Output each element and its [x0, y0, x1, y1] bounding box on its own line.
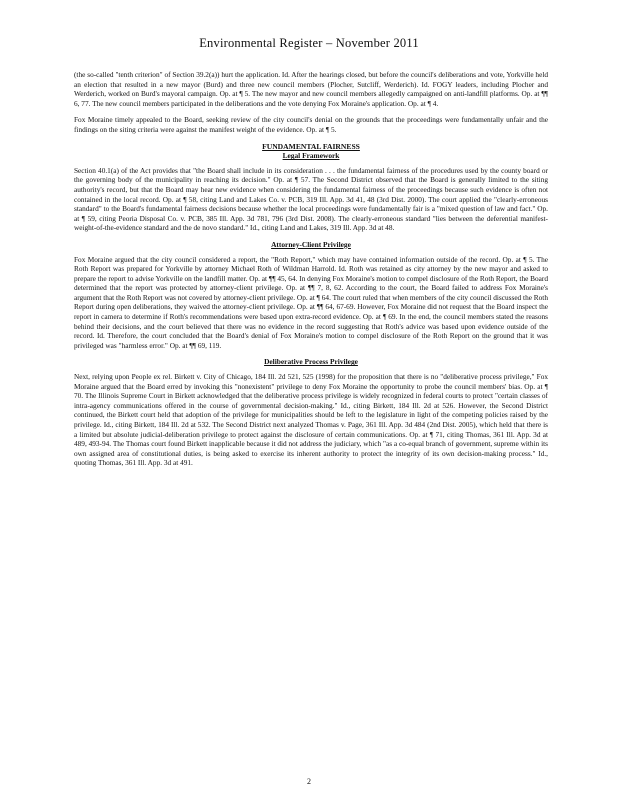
running-header: Environmental Register – November 2011 — [199, 36, 419, 50]
subsection-heading-attorney-client: Attorney-Client Privilege — [271, 239, 351, 249]
subsection-heading-legal-framework: Legal Framework — [282, 151, 340, 161]
paragraph-attorney-client: Fox Moraine argued that the city council considered a report, the "Roth Report," which may have contained information outside of the record. Op. at ¶ 5. The Roth Report was prepared for Yorkville by attorney Michael Roth of Wildman Harrold. Id. Roth was retained as city attorney by the new mayor and asked to prepare the report to advise Yorkville on the landfill matter. Op. at ¶¶ 45, 64. In denying Fox Moraine's motion to compel disclosure of the Roth Report, the Board determined that the report was protected by attorney-client privilege. Op. at ¶¶ 7, 8, 62. According to the court, the Board failed to address Fox Moraine's argument that the Roth Report was not covered by attorney-client privilege. Op. at ¶ 64. The court ruled that when members of the city council discussed the Roth Report during open deliberations, they waived the attorney-client privilege. Op. at ¶¶ 64, 67-69. However, Fox Moraine did not request that the Board inspect the report in camera to determine if Roth's recommendations were based upon extra-record evidence. Op. at ¶ 69. In the end, the council members stated the reasons behind their decisions, and the court believed that there was no evidence in the record suggesting that Roth's advice was based upon evidence outside of the record. Id. Therefore, the court concluded that the Board's denial of Fox Moraine's motion to compel disclosure of the Roth Report on the ground that it was privileged was "harmless error." Op. at ¶¶ 69, 119. — [74, 254, 548, 350]
paragraph-deliberative: Next, relying upon People ex rel. Birkett v. City of Chicago, 184 Ill. 2d 521, 525 (1998) for the proposition that there is no "deliberative process privilege," Fox Moraine argued that the Board erred by invoking this "nonexistent" privilege to deny Fox Moraine the opportunity to probe the council members' bias. Op. at ¶ 70. The Illinois Supreme Court in Birkett acknowledged that the deliberative process privilege is widely recognized in federal courts to protect "certain classes of intra-agency communications offered in the course of governmental decision-making." Id., citing Birkett, 184 Ill. 2d at 526. However, the Second District continued, the Birkett court held that adoption of the privilege for municipalities should be left to the legislature in light of the competing policies raised by the privilege. Id., citing Birkett, 184 Ill. 2d at 532. The Second District next analyzed Thomas v. Page, 361 Ill. App. 3d 484 (2nd Dist. 2005), which held that there is a limited but absolute judicial-deliberation privilege to protect against the disclosure of certain communications. Op. at ¶ 71, citing Thomas, 361 Ill. App. 3d at 489, 493-94. The Thomas court found Birkett inapplicable because it did not address the judiciary, which "as a co-equal branch of government, supreme within its own assigned area of constitutional duties, is being asked to exercise its inherent authority to protect the integrity of its own decision-making process." Id., quoting Thomas, 361 Ill. App. 3d at 491. — [74, 372, 548, 468]
paragraph-intro: (the so-called "tenth criterion" of Section 39.2(a)) hurt the application. Id. After the hearings closed, but before the council's deliberations and vote, Yorkville held an election that resulted in a new mayor (Burd) and three new council members (Plocher, Sutcliff, Werderich). Id. FOGY leaders, including Plocher and Werderich, worked on Burd's mayoral campaign. Op. at ¶ 5. The new mayor and new council members allegedly campaigned on anti-landfill platforms. Op. at ¶¶ 6, 77. The new council members participated in the deliberations and the vote denying Fox Moraine's application. Op. at ¶ 4. — [74, 70, 548, 108]
page-number: 2 — [307, 777, 311, 786]
paragraph-legal-framework: Section 40.1(a) of the Act provides that "the Board shall include in its consideration . . . the fundamental fairness of the procedures used by the county board or the governing body of the municipality in reaching its decision." Op. at ¶ 57. The Second District observed that the Board is generally limited to the siting authority's record, but that the Board may hear new evidence when considering the fundamental fairness of the proceedings because such evidence is often not contained in the local record. Op. at ¶ 58, citing Land and Lakes Co. v. PCB, 319 Ill. App. 3d 41, 48 (3rd Dist. 2000). The court applied the "clearly-erroneous standard" to the Board's fundamental fairness decisions because whether the local proceedings were fundamentally fair is a "mixed question of law and fact." Op. at ¶ 59, citing Peoria Disposal Co. v. PCB, 385 Ill. App. 3d 781, 796 (3rd Dist. 2008). The clearly-erroneous standard "lies between the deferential manifest-weight-of-the-evidence standard and the de novo standard." Id., citing Land and Lakes, 319 Ill. App. 3d at 48. — [74, 165, 548, 233]
article-body — [74, 70, 548, 475]
section-heading: FUNDAMENTAL FAIRNESS — [262, 141, 360, 151]
subsection-heading-deliberative: Deliberative Process Privilege — [264, 357, 358, 367]
paragraph-appeal: Fox Moraine timely appealed to the Board, seeking review of the city council's denial on the grounds that the proceedings were fundamentally unfair and the findings on the siting criteria were against the manifest weight of the evidence. Op. at ¶ 5. — [74, 115, 548, 134]
